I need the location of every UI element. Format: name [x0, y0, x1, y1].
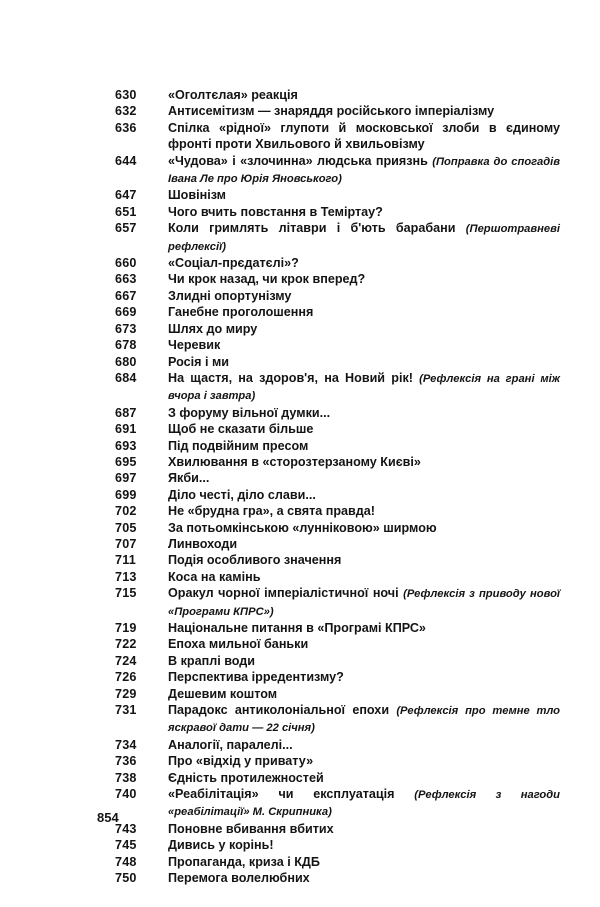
- entry-title-block: [168, 737, 560, 753]
- entry-title-block: [168, 288, 560, 304]
- table-of-contents: [115, 87, 560, 887]
- toc-entry: [115, 454, 560, 470]
- toc-entry: [115, 636, 560, 652]
- toc-entry: [115, 487, 560, 503]
- entry-page-number: 632: [115, 104, 137, 119]
- entry-title: Під подвійним пресом: [168, 438, 309, 453]
- toc-entry: [115, 103, 560, 119]
- entry-page-number: 667: [115, 288, 137, 303]
- toc-entry: [115, 686, 560, 702]
- entry-title-block: [168, 669, 560, 685]
- entry-page-number: 705: [115, 520, 137, 535]
- entry-page-number: 695: [115, 454, 137, 469]
- entry-title: Антисемітизм — знаряддя російського імперіалізму: [168, 104, 495, 119]
- toc-entry: [115, 337, 560, 353]
- entry-title-block: [168, 821, 560, 837]
- entry-page-number: 750: [115, 871, 137, 886]
- entry-page-number: 691: [115, 422, 137, 437]
- toc-entry: [115, 552, 560, 568]
- entry-title: На щастя, на здоров'я, на Новий рік!: [168, 370, 413, 385]
- entry-page-number: 630: [115, 88, 137, 102]
- entry-title-block: [168, 405, 560, 421]
- entry-title-block: [168, 120, 560, 153]
- toc-entry: [115, 370, 560, 405]
- entry-title: «Оголтєлая» реакція: [168, 88, 298, 102]
- entry-title: Дешевим коштом: [168, 686, 278, 701]
- entry-title: Шовінізм: [168, 188, 226, 203]
- entry-title: Подія особливого значення: [168, 553, 342, 568]
- toc-entry: [115, 770, 560, 786]
- entry-title: Коли гримлять літаври і б'ють барабани: [168, 221, 456, 236]
- toc-entry: [115, 354, 560, 370]
- entry-title: Парадокс антиколоніальної епохи: [168, 703, 390, 718]
- entry-title: За потьомкінською «лунніковою» ширмою: [168, 520, 437, 535]
- entry-page-number: 697: [115, 471, 137, 486]
- entry-page-number: 693: [115, 438, 137, 453]
- toc-entry: [115, 438, 560, 454]
- toc-entry: [115, 753, 560, 769]
- entry-title-block: [168, 337, 560, 353]
- toc-entry: [115, 271, 560, 287]
- entry-note: (Рефлексія з приводу нової «Програми КПРС»): [168, 588, 561, 618]
- toc-entry: [115, 220, 560, 255]
- toc-entry: [115, 153, 560, 188]
- toc-entry: [115, 536, 560, 552]
- entry-title: Діло честі, діло слави...: [168, 487, 316, 502]
- entry-page-number: 731: [115, 703, 137, 718]
- entry-note: (Рефлексія з нагоди «реабілітації» М. Скрипника): [168, 789, 560, 819]
- entry-note: (Рефлексія про темне тло яскравої дати — 22 січня): [168, 705, 561, 735]
- entry-page-number: 687: [115, 405, 137, 420]
- entry-title-block: [168, 304, 560, 320]
- entry-page-number: 636: [115, 120, 137, 135]
- toc-entry: [115, 288, 560, 304]
- entry-page-number: 678: [115, 338, 137, 353]
- entry-page-number: 699: [115, 487, 137, 502]
- entry-page-number: 660: [115, 256, 137, 271]
- entry-title: Черевик: [168, 338, 221, 353]
- entry-page-number: 663: [115, 272, 137, 287]
- entry-title-block: [168, 187, 560, 203]
- entry-title: Дивись у корінь!: [168, 838, 274, 853]
- entry-title-block: [168, 569, 560, 585]
- entry-page-number: 673: [115, 321, 137, 336]
- entry-note: (Рефлексія на грані між вчора і завтра): [168, 372, 560, 403]
- toc-entry: [115, 520, 560, 536]
- toc-entry: [115, 304, 560, 320]
- entry-title-block: [168, 770, 560, 786]
- entry-title-block: [168, 87, 560, 103]
- entry-title-block: [168, 636, 560, 652]
- entry-page-number: 651: [115, 204, 137, 219]
- page-number: 854: [97, 810, 119, 825]
- entry-page-number: 738: [115, 770, 137, 785]
- entry-title-block: [168, 653, 560, 669]
- entry-title: Щоб не сказати більше: [168, 422, 314, 437]
- entry-page-number: 719: [115, 621, 137, 635]
- entry-title: Линвоходи: [168, 536, 238, 551]
- toc-entry: [115, 854, 560, 870]
- entry-title: Епоха мильної баньки: [168, 637, 309, 652]
- entry-title: Аналогії, паралелі...: [168, 737, 293, 752]
- entry-title: «Соціал-прєдатєлі»?: [168, 256, 299, 271]
- toc-entry: [115, 620, 560, 636]
- entry-page-number: 680: [115, 354, 137, 369]
- toc-entry: [115, 87, 560, 103]
- entry-page-number: 748: [115, 854, 137, 869]
- toc-entry: [115, 187, 560, 203]
- entry-title: Ганебне проголошення: [168, 305, 314, 320]
- toc-entry: [115, 204, 560, 220]
- entry-title: Пропаганда, криза і КДБ: [168, 854, 320, 869]
- entry-title: Хвилювання в «сторозтерзаному Києві»: [168, 454, 421, 469]
- entry-title: Перспектива ірредентизму?: [168, 670, 344, 685]
- entry-title: Перемога волелюбних: [168, 871, 310, 886]
- entry-title-block: [168, 103, 560, 119]
- toc-entry: [115, 786, 560, 821]
- entry-page-number: 724: [115, 653, 137, 668]
- toc-entry: [115, 503, 560, 519]
- entry-page-number: 740: [115, 787, 137, 802]
- toc-entry: [115, 821, 560, 837]
- entry-title-block: [168, 255, 560, 271]
- entry-title: Шлях до миру: [168, 321, 258, 336]
- toc-entry: [115, 702, 560, 737]
- entry-title-block: [168, 487, 560, 503]
- entry-title: Не «брудна гра», а свята правда!: [168, 504, 375, 519]
- entry-title-block: [168, 753, 560, 769]
- entry-page-number: 669: [115, 305, 137, 320]
- entry-title: Чи крок назад, чи крок вперед?: [168, 272, 366, 287]
- entry-page-number: 722: [115, 637, 137, 652]
- entry-title-block: [168, 421, 560, 437]
- entry-title-block: [168, 470, 560, 486]
- entry-title-block: [168, 585, 560, 620]
- entry-title: Єдність протилежностей: [168, 770, 324, 785]
- toc-entry: [115, 470, 560, 486]
- entry-page-number: 713: [115, 569, 137, 584]
- toc-entry: [115, 585, 560, 620]
- entry-title-block: [168, 503, 560, 519]
- entry-title-block: [168, 321, 560, 337]
- toc-entry: [115, 653, 560, 669]
- toc-entry: [115, 405, 560, 421]
- entry-title-block: [168, 454, 560, 470]
- entry-title-block: [168, 552, 560, 568]
- entry-title-block: [168, 837, 560, 853]
- entry-title: В краплі води: [168, 653, 256, 668]
- entry-title-block: [168, 204, 560, 220]
- entry-page-number: 711: [115, 553, 136, 568]
- toc-entry: [115, 255, 560, 271]
- entry-title: Коса на камінь: [168, 569, 261, 584]
- entry-title-block: [168, 620, 560, 636]
- entry-title-block: [168, 686, 560, 702]
- entry-title: «Реабілітація» чи експлуатація: [168, 787, 395, 802]
- entry-page-number: 736: [115, 754, 137, 769]
- entry-title: Росія і ми: [168, 354, 230, 369]
- entry-page-number: 729: [115, 686, 137, 701]
- entry-title: Злидні опортунізму: [168, 288, 292, 303]
- entry-page-number: 647: [115, 188, 137, 203]
- entry-title-block: [168, 536, 560, 552]
- toc-entry: [115, 737, 560, 753]
- entry-title: Чого вчить повстання в Теміртау?: [168, 204, 383, 219]
- entry-title-block: [168, 370, 560, 405]
- entry-page-number: 684: [115, 370, 137, 385]
- entry-page-number: 702: [115, 504, 137, 519]
- entry-title-block: [168, 438, 560, 454]
- toc-entry: [115, 569, 560, 585]
- entry-title-block: [168, 702, 560, 737]
- entry-title: Національне питання в «Програмі КПРС»: [168, 621, 426, 635]
- entry-page-number: 743: [115, 821, 137, 836]
- entry-title: Спілка «рідної» глупоти й московської злоби в єдиному фронті проти Хвильового й хвильовізму: [168, 120, 560, 152]
- entry-title-block: [168, 854, 560, 870]
- entry-page-number: 707: [115, 536, 137, 551]
- entry-title: Поновне вбивання вбитих: [168, 821, 334, 836]
- entry-title-block: [168, 271, 560, 287]
- entry-title: Оракул чорної імперіалістичної ночі: [168, 586, 399, 601]
- entry-note: (Поправка до спогадів Івана Ле про Юрія Яновського): [168, 155, 561, 186]
- toc-entry: [115, 421, 560, 437]
- entry-note: (Першотравневі рефлексії): [168, 223, 561, 253]
- entry-page-number: 657: [115, 221, 137, 236]
- entry-page-number: 644: [115, 153, 137, 168]
- entry-title-block: [168, 786, 560, 821]
- entry-page-number: 745: [115, 838, 137, 853]
- entry-title-block: [168, 520, 560, 536]
- entry-page-number: 734: [115, 737, 137, 752]
- toc-entry: [115, 321, 560, 337]
- toc-entry: [115, 837, 560, 853]
- entry-title-block: [168, 870, 560, 886]
- entry-page-number: 726: [115, 670, 137, 685]
- entry-title: Якби...: [168, 471, 210, 486]
- entry-title-block: [168, 354, 560, 370]
- entry-title: «Чудова» і «злочинна» людська приязнь: [168, 153, 428, 168]
- entry-page-number: 715: [115, 586, 137, 601]
- entry-title: З форуму вільної думки...: [168, 405, 331, 420]
- entry-title-block: [168, 220, 560, 255]
- entry-title: Про «відхід у привату»: [168, 754, 314, 769]
- toc-entry: [115, 669, 560, 685]
- toc-entry: [115, 120, 560, 153]
- entry-title-block: [168, 153, 560, 188]
- toc-entry: [115, 870, 560, 886]
